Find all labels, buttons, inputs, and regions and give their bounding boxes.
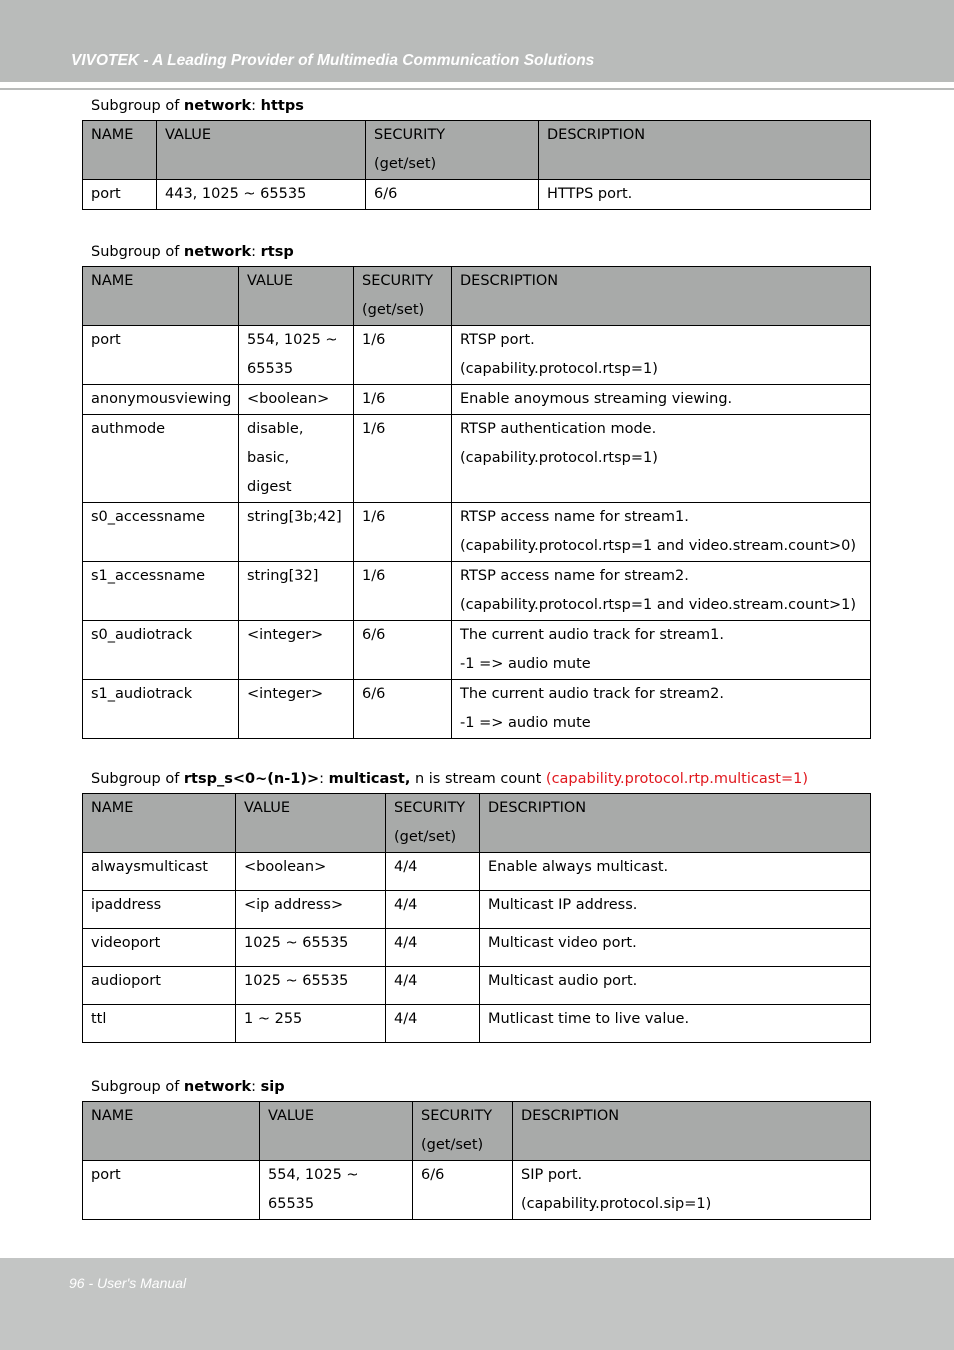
cell-text: 443, 1025 ~ 65535 [165, 186, 307, 202]
cell-text: SECURITY [421, 1108, 493, 1124]
cell-value [157, 180, 366, 210]
caption-suffix: n is stream count [410, 771, 546, 787]
table-row [83, 503, 871, 562]
cell-value [236, 929, 386, 967]
footer-text: 96 - User's Manual [69, 1275, 187, 1291]
table-header-row [83, 1102, 871, 1161]
cell-text: Multicast video port. [488, 935, 637, 951]
section-caption-https [91, 97, 304, 115]
cell-text: port [91, 1167, 121, 1183]
cell-description [452, 621, 871, 680]
cell-text: alwaysmulticast [91, 859, 208, 875]
cell-text: -1 => audio mute [460, 656, 591, 672]
table-header-row [83, 121, 871, 180]
cell-text: audioport [91, 973, 161, 989]
cell-text: s0_accessname [91, 509, 206, 525]
cell-text: (capability.protocol.rtsp=1 and video.stream.count>1) [460, 597, 857, 613]
cell-text: videoport [91, 935, 161, 951]
cell-description [452, 680, 871, 739]
cell-description [480, 967, 871, 1005]
caption-sep: : [251, 244, 261, 260]
cell-text: (get/set) [362, 302, 425, 318]
cell-text: Enable always multicast. [488, 859, 669, 875]
cell-text: 1/6 [362, 332, 386, 348]
cell-text: 1/6 [362, 391, 386, 407]
table-sip [82, 1101, 871, 1220]
cell-text: 1 ~ 255 [244, 1011, 303, 1027]
table-row [83, 967, 871, 1005]
column-header-description [539, 121, 871, 180]
cell-text: 4/4 [394, 897, 418, 913]
cell-text: 4/4 [394, 973, 418, 989]
column-header-security [386, 794, 480, 853]
cell-text: 6/6 [421, 1167, 445, 1183]
cell-text: SIP port. [521, 1167, 583, 1183]
cell-text: VALUE [244, 800, 291, 816]
cell-text: (capability.protocol.rtsp=1 and video.stream.count>0) [460, 538, 857, 554]
cell-text: ttl [91, 1011, 107, 1027]
caption-prefix: Subgroup of [91, 98, 184, 114]
cell-text: <integer> [247, 627, 324, 643]
table-header-row [83, 794, 871, 853]
cell-security [354, 415, 452, 503]
cell-security [354, 562, 452, 621]
caption-group: network [183, 98, 252, 114]
table-row [83, 180, 871, 210]
cell-value [236, 1005, 386, 1043]
cell-description [539, 180, 871, 210]
cell-text: SECURITY [374, 127, 446, 143]
page-footer [0, 1258, 954, 1350]
cell-description [480, 929, 871, 967]
cell-text: SECURITY [394, 800, 466, 816]
cell-text: authmode [91, 421, 166, 437]
cell-security [386, 1005, 480, 1043]
caption-prefix: Subgroup of [91, 771, 184, 787]
column-header-name [83, 1102, 260, 1161]
cell-name [83, 503, 239, 562]
cell-name [83, 680, 239, 739]
caption-sep: : [251, 98, 261, 114]
cell-text: (get/set) [394, 829, 457, 845]
cell-description [452, 503, 871, 562]
cell-text: DESCRIPTION [547, 127, 646, 143]
cell-description [480, 891, 871, 929]
column-header-value [157, 121, 366, 180]
cell-text: Enable anoymous streaming viewing. [460, 391, 733, 407]
cell-text: (capability.protocol.rtsp=1) [460, 450, 658, 466]
cell-text: Mutlicast time to live value. [488, 1011, 690, 1027]
cell-text: 1025 ~ 65535 [244, 973, 349, 989]
cell-text: The current audio track for stream1. [460, 627, 724, 643]
cell-text: RTSP access name for stream2. [460, 568, 689, 584]
cell-text: RTSP access name for stream1. [460, 509, 689, 525]
table-row [83, 929, 871, 967]
column-header-value [239, 267, 354, 326]
column-header-description [513, 1102, 871, 1161]
table-rtsp [82, 266, 871, 739]
cell-text: s0_audiotrack [91, 627, 193, 643]
cell-value [239, 621, 354, 680]
cell-security [354, 503, 452, 562]
table-row [83, 1161, 871, 1220]
cell-value [239, 326, 354, 385]
cell-description [452, 415, 871, 503]
caption-group: rtsp_s<0~(n-1)> [183, 771, 320, 787]
cell-name [83, 415, 239, 503]
caption-name: https [260, 98, 304, 114]
cell-text: <boolean> [244, 859, 327, 875]
cell-text: DESCRIPTION [521, 1108, 620, 1124]
caption-group: network [183, 1079, 252, 1095]
column-header-description [452, 267, 871, 326]
cell-name [83, 929, 236, 967]
cell-text: (get/set) [421, 1137, 484, 1153]
cell-text: 554, 1025 ~ [247, 332, 338, 348]
cell-text: 1/6 [362, 568, 386, 584]
table-multicast [82, 793, 871, 1043]
cell-value [239, 503, 354, 562]
cell-security [354, 621, 452, 680]
cell-value [239, 385, 354, 415]
column-header-name [83, 794, 236, 853]
cell-text: <boolean> [247, 391, 330, 407]
cell-text: SECURITY [362, 273, 434, 289]
column-header-value [236, 794, 386, 853]
cell-security [386, 891, 480, 929]
cell-text: digest [247, 479, 292, 495]
column-header-security [354, 267, 452, 326]
cell-text: disable, [247, 421, 304, 437]
cell-text: Multicast audio port. [488, 973, 638, 989]
table-row [83, 853, 871, 891]
cell-security [386, 967, 480, 1005]
cell-text: ipaddress [91, 897, 162, 913]
cell-text: (capability.protocol.sip=1) [521, 1196, 712, 1212]
cell-text: 1/6 [362, 421, 386, 437]
cell-text: Multicast IP address. [488, 897, 638, 913]
cell-value [239, 680, 354, 739]
cell-text: 6/6 [362, 686, 386, 702]
caption-note: (capability.protocol.rtp.multicast=1) [545, 771, 809, 787]
cell-description [452, 385, 871, 415]
cell-text: RTSP port. [460, 332, 535, 348]
cell-value [239, 415, 354, 503]
table-row [83, 326, 871, 385]
column-header-name [83, 121, 157, 180]
cell-text: VALUE [165, 127, 212, 143]
column-header-description [480, 794, 871, 853]
cell-text: The current audio track for stream2. [460, 686, 724, 702]
cell-name [83, 562, 239, 621]
caption-name: multicast, [328, 771, 411, 787]
cell-name [83, 621, 239, 680]
header-divider [0, 88, 954, 90]
cell-text: <integer> [247, 686, 324, 702]
cell-description [480, 1005, 871, 1043]
cell-text: 4/4 [394, 859, 418, 875]
cell-text: 6/6 [362, 627, 386, 643]
column-header-name [83, 267, 239, 326]
cell-text: NAME [91, 273, 134, 289]
cell-security [354, 385, 452, 415]
cell-text: s1_audiotrack [91, 686, 193, 702]
cell-name [83, 1005, 236, 1043]
cell-value [236, 967, 386, 1005]
cell-name [83, 326, 239, 385]
cell-value [260, 1161, 413, 1220]
cell-text: VALUE [247, 273, 294, 289]
cell-text: -1 => audio mute [460, 715, 591, 731]
table-row [83, 621, 871, 680]
caption-prefix: Subgroup of [91, 244, 184, 260]
cell-value [239, 562, 354, 621]
cell-security [386, 853, 480, 891]
caption-sep: : [319, 771, 329, 787]
cell-description [452, 562, 871, 621]
caption-sep: : [251, 1079, 261, 1095]
cell-security [413, 1161, 513, 1220]
table-row [83, 385, 871, 415]
header-title: VIVOTEK - A Leading Provider of Multimedia Communication Solutions [71, 52, 595, 69]
column-header-security [413, 1102, 513, 1161]
cell-text: 65535 [268, 1196, 315, 1212]
caption-name: rtsp [260, 244, 294, 260]
cell-text: 1/6 [362, 509, 386, 525]
cell-name [83, 891, 236, 929]
cell-value [236, 891, 386, 929]
page-header [0, 0, 954, 82]
table-https [82, 120, 871, 210]
column-header-security [366, 121, 539, 180]
cell-text: (capability.protocol.rtsp=1) [460, 361, 658, 377]
cell-security [366, 180, 539, 210]
cell-text: string[32] [247, 568, 319, 584]
cell-text: NAME [91, 127, 134, 143]
cell-security [354, 680, 452, 739]
column-header-value [260, 1102, 413, 1161]
cell-description [452, 326, 871, 385]
cell-text: NAME [91, 1108, 134, 1124]
cell-text: string[3b;42] [247, 509, 342, 525]
cell-text: NAME [91, 800, 134, 816]
caption-prefix: Subgroup of [91, 1079, 184, 1095]
cell-text: 4/4 [394, 935, 418, 951]
cell-text: VALUE [268, 1108, 315, 1124]
section-caption-sip [91, 1078, 285, 1096]
cell-value [236, 853, 386, 891]
cell-security [354, 326, 452, 385]
cell-text: port [91, 332, 121, 348]
cell-text: (get/set) [374, 156, 437, 172]
cell-text: DESCRIPTION [460, 273, 559, 289]
cell-text: HTTPS port. [547, 186, 633, 202]
cell-description [513, 1161, 871, 1220]
cell-name [83, 180, 157, 210]
cell-name [83, 1161, 260, 1220]
table-row [83, 1005, 871, 1043]
table-row [83, 415, 871, 503]
cell-text: 1025 ~ 65535 [244, 935, 349, 951]
table-row [83, 891, 871, 929]
cell-text: 4/4 [394, 1011, 418, 1027]
cell-name [83, 853, 236, 891]
table-row [83, 562, 871, 621]
cell-name [83, 967, 236, 1005]
cell-text: <ip address> [244, 897, 344, 913]
cell-security [386, 929, 480, 967]
cell-text: port [91, 186, 121, 202]
cell-text: 65535 [247, 361, 294, 377]
section-caption-rtsp [91, 243, 294, 261]
table-header-row [83, 267, 871, 326]
cell-text: anonymousviewing [91, 391, 232, 407]
table-row [83, 680, 871, 739]
cell-text: RTSP authentication mode. [460, 421, 657, 437]
cell-text: basic, [247, 450, 290, 466]
cell-text: 554, 1025 ~ [268, 1167, 359, 1183]
section-caption-multicast [91, 770, 808, 788]
cell-text: 6/6 [374, 186, 398, 202]
cell-text: DESCRIPTION [488, 800, 587, 816]
caption-name: sip [260, 1079, 285, 1095]
cell-text: s1_accessname [91, 568, 206, 584]
caption-group: network [183, 244, 252, 260]
cell-description [480, 853, 871, 891]
cell-name [83, 385, 239, 415]
